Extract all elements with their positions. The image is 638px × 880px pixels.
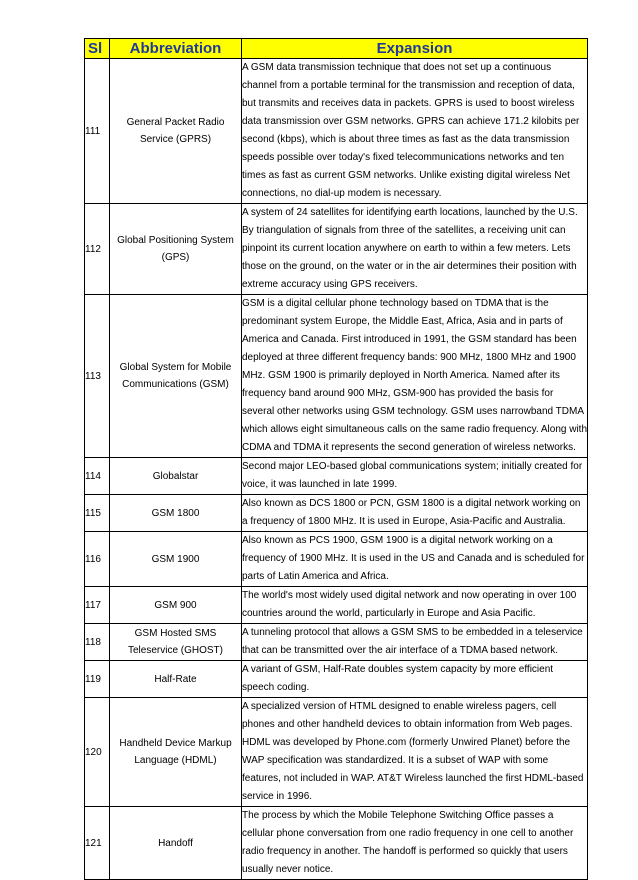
abbreviation-cell: Global System for Mobile Communications (GSM) xyxy=(110,295,242,458)
table-row xyxy=(85,532,588,587)
abbreviation-cell: GSM Hosted SMS Teleservice (GHOST) xyxy=(110,624,242,661)
table-header xyxy=(85,39,588,59)
abbreviation-cell: GSM 1800 xyxy=(110,495,242,532)
sl-cell: 117 xyxy=(85,587,110,624)
sl-cell: 116 xyxy=(85,532,110,587)
sl-column-header: Sl xyxy=(85,39,110,59)
abbreviation-cell: Global Positioning System (GPS) xyxy=(110,204,242,295)
table-row xyxy=(85,698,588,807)
expansion-cell: Second major LEO-based global communications system; initially created for voice, it was launched in late 1999. xyxy=(242,458,588,495)
sl-cell: 113 xyxy=(85,295,110,458)
expansion-cell: Also known as PCS 1900, GSM 1900 is a digital network working on a frequency of 1900 MHz. It is used in the US and Canada and is scheduled for parts of Latin America and Africa. xyxy=(242,532,588,587)
abbreviation-cell: GSM 1900 xyxy=(110,532,242,587)
sl-cell: 111 xyxy=(85,59,110,204)
sl-cell: 121 xyxy=(85,807,110,880)
table-row xyxy=(85,458,588,495)
table-row xyxy=(85,495,588,532)
table-row xyxy=(85,295,588,458)
sl-cell: 115 xyxy=(85,495,110,532)
expansion-cell: The process by which the Mobile Telephone Switching Office passes a cellular phone conversation from one radio frequency in one cell to another radio frequency in another. The handoff is performed so quickly that users usually never notice. xyxy=(242,807,588,880)
expansion-cell: A tunneling protocol that allows a GSM SMS to be embedded in a teleservice that can be transmitted over the air interface of a TDMA based network. xyxy=(242,624,588,661)
table-row xyxy=(85,661,588,698)
expansion-cell: A specialized version of HTML designed to enable wireless pagers, cell phones and other handheld devices to obtain information from Web pages. HDML was developed by Phone.com (formerly Unwired Planet) before the WAP specification was standardized. It is a subset of WAP with some features, not included in WAP. AT&T Wireless launched the first HDML-based service in 1996. xyxy=(242,698,588,807)
table-body xyxy=(85,59,588,880)
table-row xyxy=(85,204,588,295)
expansion-cell: GSM is a digital cellular phone technology based on TDMA that is the predominant system Europe, the Middle East, Africa, Asia and in parts of America and Canada. First introduced in 1991, the GSM standard has been deployed at three different frequency bands: 900 MHz, 1800 MHz and 1900 MHz. GSM 1900 is primarily deployed in North America. Named after its frequency band around 900 MHz, GSM-900 has provided the basis for several other networks using GSM technology. GSM uses narrowband TDMA which allows eight simultaneous calls on the same radio frequency. Along with CDMA and TDMA it represents the second generation of wireless networks. xyxy=(242,295,588,458)
header-row xyxy=(85,39,588,59)
sl-cell: 112 xyxy=(85,204,110,295)
glossary-table xyxy=(84,38,588,880)
abbreviation-cell: GSM 900 xyxy=(110,587,242,624)
abbreviation-cell: General Packet Radio Service (GPRS) xyxy=(110,59,242,204)
sl-cell: 119 xyxy=(85,661,110,698)
abbreviation-cell: Half-Rate xyxy=(110,661,242,698)
abbreviation-column-header: Abbreviation xyxy=(110,39,242,59)
abbreviation-cell: Handoff xyxy=(110,807,242,880)
sl-cell: 118 xyxy=(85,624,110,661)
table-row xyxy=(85,807,588,880)
expansion-cell: Also known as DCS 1800 or PCN, GSM 1800 is a digital network working on a frequency of 1800 MHz. It is used in Europe, Asia-Pacific and Australia. xyxy=(242,495,588,532)
sl-cell: 114 xyxy=(85,458,110,495)
expansion-column-header: Expansion xyxy=(242,39,588,59)
abbreviation-cell: Globalstar xyxy=(110,458,242,495)
table-row xyxy=(85,587,588,624)
sl-cell: 120 xyxy=(85,698,110,807)
expansion-cell: A variant of GSM, Half-Rate doubles system capacity by more efficient speech coding. xyxy=(242,661,588,698)
abbreviation-cell: Handheld Device Markup Language (HDML) xyxy=(110,698,242,807)
expansion-cell: A GSM data transmission technique that does not set up a continuous channel from a portable terminal for the transmission and reception of data, but transmits and receives data in packets. GPRS is used to boost wireless data transmission over GSM networks. GPRS can achieve 171.2 kilobits per second (kbps), which is about three times as fast as the data transmission speeds possible over today's fixed telecommunications networks and ten times as fast as current GSM networks. Unlike existing digital wireless Net connections, no dial-up modem is necessary. xyxy=(242,59,588,204)
expansion-cell: A system of 24 satellites for identifying earth locations, launched by the U.S. By triangulation of signals from three of the satellites, a receiving unit can pinpoint its current location anywhere on earth to within a few meters. Lets those on the ground, on the water or in the air determines their position with extreme accuracy using GPS receivers. xyxy=(242,204,588,295)
expansion-cell: The world's most widely used digital network and now operating in over 100 countries around the world, particularly in Europe and Asia Pacific. xyxy=(242,587,588,624)
table-row xyxy=(85,624,588,661)
table-row xyxy=(85,59,588,204)
